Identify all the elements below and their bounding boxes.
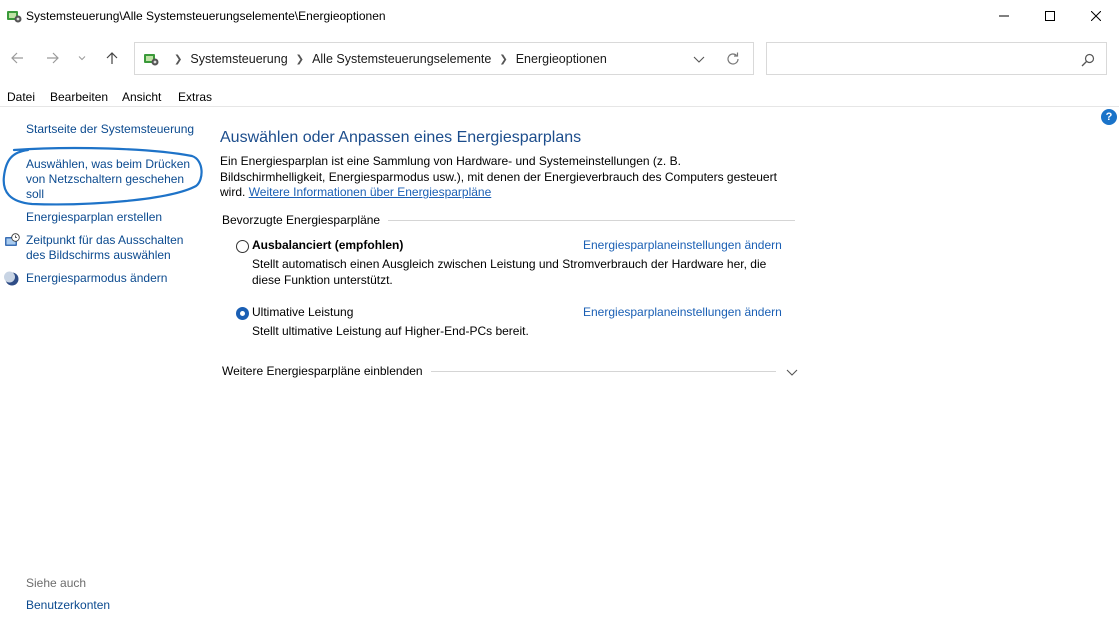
- section-label: Bevorzugte Energiesparpläne: [222, 213, 388, 227]
- menu-extras[interactable]: Extras: [178, 90, 213, 104]
- plan-radio[interactable]: [236, 307, 249, 320]
- control-panel-icon: [6, 8, 22, 24]
- refresh-icon[interactable]: [725, 51, 741, 67]
- learn-more-link[interactable]: Weitere Informationen über Energiesparpläne: [248, 185, 492, 199]
- search-box[interactable]: [766, 42, 1107, 75]
- menu-edit[interactable]: Bearbeiten: [50, 90, 109, 104]
- moon-icon: [4, 271, 20, 287]
- sidebar-link-create-plan[interactable]: Energiesparplan erstellen: [26, 210, 163, 224]
- up-button[interactable]: [101, 47, 123, 69]
- sidebar-link-sleep-mode[interactable]: Energiesparmodus ändern: [26, 271, 168, 285]
- show-more-plans[interactable]: [222, 364, 798, 380]
- back-button[interactable]: [6, 47, 28, 69]
- sidebar-link-power-buttons[interactable]: Auswählen, was beim Drücken von Netzschaltern geschehen soll: [26, 157, 191, 201]
- chevron-down-icon[interactable]: [691, 51, 707, 67]
- navigation-bar: [0, 38, 1119, 78]
- chevron-down-icon[interactable]: [786, 366, 798, 378]
- control-panel-icon: [143, 51, 159, 67]
- menu-file[interactable]: Datei: [7, 90, 36, 104]
- breadcrumb-separator-icon[interactable]: ❯: [174, 53, 183, 65]
- arrow-up-icon: [105, 51, 119, 65]
- address-bar[interactable]: [134, 42, 754, 75]
- arrow-right-icon: [46, 51, 60, 65]
- arrow-left-icon: [10, 51, 24, 65]
- show-more-plans-label[interactable]: Weitere Energiesparpläne einblenden: [222, 364, 431, 378]
- display-clock-icon: [4, 233, 20, 249]
- recent-locations-button[interactable]: [72, 47, 92, 69]
- sidebar-link-user-accounts[interactable]: Benutzerkonten: [26, 598, 111, 612]
- intro-paragraph: [220, 154, 785, 201]
- search-input[interactable]: [773, 50, 1073, 68]
- menu-view[interactable]: Ansicht: [122, 90, 162, 104]
- see-also-label: Siehe auch: [26, 576, 87, 590]
- page-title: Auswählen oder Anpassen eines Energiesparplans: [220, 129, 582, 146]
- plan-settings-link[interactable]: Energiesparplaneinstellungen ändern: [583, 305, 782, 319]
- breadcrumb-separator-icon[interactable]: ❯: [295, 53, 305, 65]
- maximize-button[interactable]: [1027, 0, 1073, 32]
- minimize-icon: [999, 11, 1009, 21]
- close-button[interactable]: [1073, 0, 1119, 32]
- plan-description: Stellt ultimative Leistung auf Higher-End-PCs bereit.: [252, 324, 529, 338]
- plan-name[interactable]: Ausbalanciert (empfohlen): [252, 238, 404, 252]
- breadcrumb-item[interactable]: Alle Systemsteuerungselemente: [312, 52, 492, 66]
- chevron-down-icon: [78, 54, 86, 62]
- plan-name[interactable]: Ultimative Leistung: [252, 305, 354, 319]
- maximize-icon: [1045, 11, 1055, 21]
- search-icon[interactable]: [1080, 52, 1096, 68]
- forward-button[interactable]: [42, 47, 64, 69]
- minimize-button[interactable]: [981, 0, 1027, 32]
- preferred-plans-header: [222, 213, 795, 229]
- sidebar-link-home[interactable]: Startseite der Systemsteuerung: [26, 122, 195, 136]
- close-icon: [1091, 11, 1101, 21]
- intro-text: Ein Energiesparplan ist eine Sammlung von Hardware- und Systemeinstellungen (z. B. Bildschirmhelligkeit, Energiesparmodus usw.), mit denen der Energieverbrauch des Computers gesteuert wird.: [220, 154, 777, 199]
- menu-bar: [0, 87, 1119, 107]
- breadcrumb-item[interactable]: Systemsteuerung: [190, 52, 288, 66]
- title-bar: [0, 0, 1119, 32]
- help-icon[interactable]: ?: [1101, 109, 1117, 125]
- breadcrumb: [166, 52, 607, 66]
- plan-description: Stellt automatisch einen Ausgleich zwischen Leistung und Stromverbrauch der Hardware her, die diese Funktion unterstützt.: [252, 257, 767, 287]
- window-title: Systemsteuerung\Alle Systemsteuerungselemente\Energieoptionen: [26, 9, 386, 23]
- plan-radio[interactable]: [236, 240, 249, 253]
- breadcrumb-item[interactable]: Energieoptionen: [515, 52, 607, 66]
- sidebar-link-display-off[interactable]: Zeitpunkt für das Ausschalten des Bildschirms auswählen: [26, 233, 184, 262]
- breadcrumb-separator-icon[interactable]: ❯: [499, 53, 508, 65]
- plan-settings-link[interactable]: Energiesparplaneinstellungen ändern: [583, 238, 782, 252]
- sidebar: [0, 108, 210, 632]
